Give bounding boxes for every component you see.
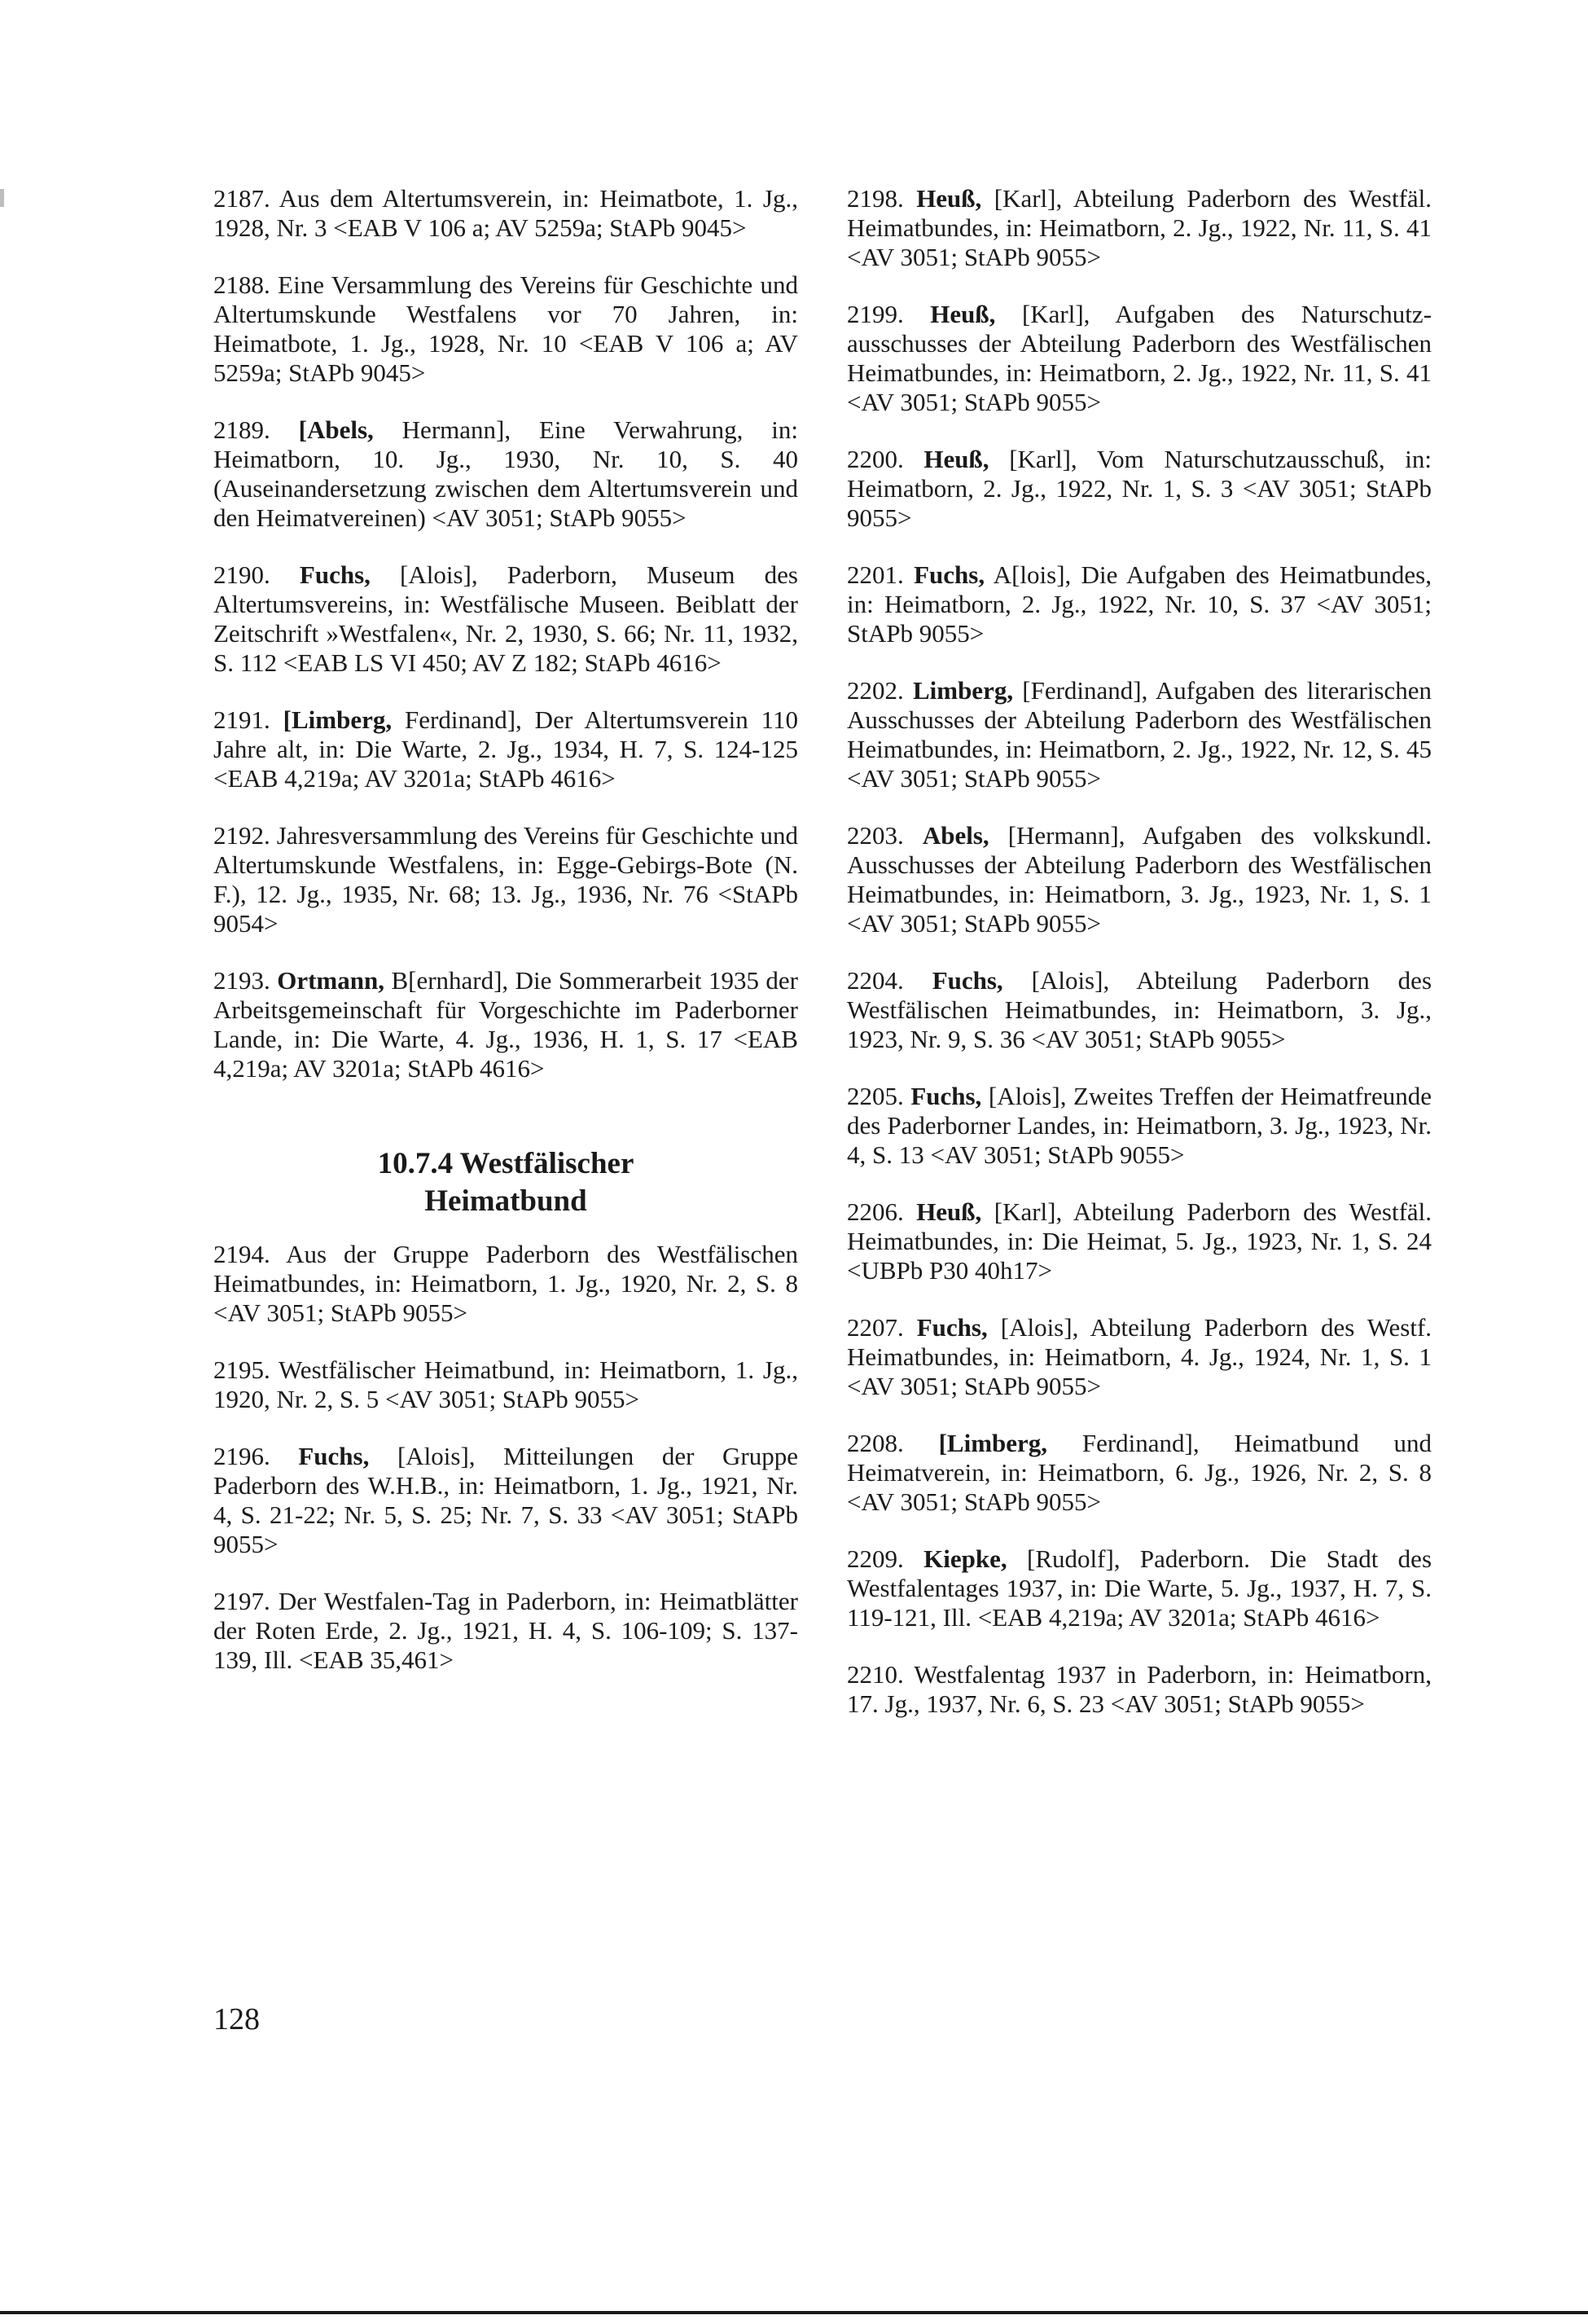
entries-after-heading [213, 1240, 798, 1675]
bibliography-entry [847, 1660, 1432, 1719]
entry-text: [Alois], Mitteilungen der Gruppe Paderborn des W.H.B., in: Heimatborn, 1. Jg., 1921, Nr. 4, S. 21-22; Nr. 5, S. 25; Nr. 7, S. 33 <AV 3051; StAPb 9055> [213, 1442, 798, 1558]
entry-number: 2210. [847, 1660, 904, 1689]
entry-text: [Alois], Abteilung Paderborn des Westfälischen Heimatbundes, in: Heimatborn, 3. Jg., 1923, Nr. 9, S. 36 <AV 3051; StAPb 9055> [847, 966, 1432, 1053]
entry-number: 2197. [213, 1587, 270, 1615]
bibliography-entry [847, 184, 1432, 272]
bibliography-entry [847, 1082, 1432, 1170]
entry-number: 2195. [213, 1355, 270, 1384]
entry-number: 2198. [847, 184, 904, 213]
bibliography-entry [213, 415, 798, 533]
entry-author: Heuß, [916, 184, 982, 213]
bibliography-entry [847, 1429, 1432, 1517]
bibliography-entry [847, 560, 1432, 648]
entry-text: Westfälischer Heimatbund, in: Heimatborn, 1. Jg., 1920, Nr. 2, S. 5 <AV 3051; StAPb 9055> [213, 1355, 798, 1413]
entry-text: Ferdinand], Der Altertumsverein 110 Jahre alt, in: Die Warte, 2. Jg., 1934, H. 7, S. 124-125 <EAB 4,219a; AV 3201a; StAPb 4616> [213, 705, 799, 793]
bibliography-entry [847, 966, 1432, 1054]
entry-text: Jahresversammlung des Vereins für Geschichte und Altertumskunde Westfalens, in: Egge-Gebirgs-Bote (N. F.), 12. Jg., 1935, Nr. 68; 13. Jg., 1936, Nr. 76 <StAPb 9054> [213, 821, 799, 938]
section-heading [213, 1145, 798, 1220]
bibliography-entry [847, 821, 1432, 938]
entry-text: [Karl], Abteilung Paderborn des Westfäl. Heimatbundes, in: Die Heimat, 5. Jg., 1923, Nr. 1, S. 24 <UBPb P30 40h17> [847, 1197, 1432, 1285]
entry-text: [Alois], Abteilung Paderborn des Westf. Heimatbundes, in: Heimatborn, 4. Jg., 1924, Nr. 1, S. 1 <AV 3051; StAPb 9055> [847, 1313, 1432, 1400]
entry-text: Der Westfalen-Tag in Paderborn, in: Heimatblätter der Roten Erde, 2. Jg., 1921, H. 4, S. 106-109; S. 137-139, Ill. <EAB 35,461> [213, 1587, 799, 1674]
entry-number: 2204. [847, 966, 904, 995]
entry-author: Abels, [922, 821, 989, 850]
entry-author: Fuchs, [910, 1082, 982, 1110]
entry-text: A[lois], Die Aufgaben des Heimatbundes, in: Heimatborn, 2. Jg., 1922, Nr. 10, S. 37 <AV 3051; StAPb 9055> [847, 560, 1432, 648]
entry-text: Aus dem Altertumsverein, in: Heimatbote, 1. Jg., 1928, Nr. 3 <EAB V 106 a; AV 5259a; StAPb 9045> [213, 184, 798, 242]
entry-author: Ortmann, [277, 966, 384, 995]
entry-text: [Rudolf], Paderborn. Die Stadt des Westfalentages 1937, in: Die Warte, 5. Jg., 1937, H. 7, S. 119-121, Ill. <EAB 4,219a; AV 3201a; StAPb 4616> [847, 1544, 1432, 1632]
left-column [213, 184, 798, 1702]
entry-author: Fuchs, [298, 1442, 370, 1470]
entry-text: [Alois], Paderborn, Museum des Altertumsvereins, in: Westfälische Museen. Beiblatt der Zeitschrift »Westfalen«, Nr. 2, 1930, S. 66; Nr. 11, 1932, S. 112 <EAB LS VI 450; AV Z 182; StAPb 4616> [213, 560, 798, 677]
bibliography-entry [847, 1197, 1432, 1285]
bibliography-entry [847, 300, 1432, 417]
entry-number: 2194. [213, 1240, 270, 1268]
section-heading-line-1: 10.7.4 Westfälischer [377, 1147, 634, 1180]
entry-number: 2196. [213, 1442, 270, 1470]
entry-number: 2187. [213, 184, 270, 213]
entry-text: [Hermann], Aufgaben des volkskundl. Ausschusses der Abteilung Paderborn des Westfälischen Heimatbundes, in: Heimatborn, 3. Jg., 1923, Nr. 1, S. 1 <AV 3051; StAPb 9055> [847, 821, 1432, 938]
right-entries [847, 184, 1432, 1719]
entry-number: 2190. [213, 560, 270, 589]
entry-number: 2201. [847, 560, 904, 589]
entry-text: Westfalentag 1937 in Paderborn, in: Heimatborn, 17. Jg., 1937, Nr. 6, S. 23 <AV 3051; StAPb 9055> [847, 1660, 1432, 1718]
entry-text: [Ferdinand], Aufgaben des literarischen Ausschusses der Abteilung Paderborn des Westfälischen Heimatbundes, in: Heimatborn, 2. Jg., 1922, Nr. 12, S. 45 <AV 3051; StAPb 9055> [847, 676, 1432, 793]
bibliography-entry [213, 1442, 798, 1559]
entry-text: [Karl], Abteilung Paderborn des Westfäl. Heimatbundes, in: Heimatborn, 2. Jg., 1922, Nr. 11, S. 41 <AV 3051; StAPb 9055> [847, 184, 1432, 271]
bibliography-entry [847, 1313, 1432, 1401]
bibliography-entry [847, 445, 1432, 533]
bibliography-entry [213, 270, 798, 388]
bibliography-entry [213, 184, 798, 243]
entry-number: 2202. [847, 676, 904, 705]
entry-number: 2200. [847, 445, 904, 473]
entry-author: Heuß, [923, 445, 989, 473]
entry-author: Heuß, [916, 1197, 982, 1226]
entry-number: 2189. [213, 415, 270, 444]
entry-text: [Karl], Vom Naturschutzausschuß, in: Heimatborn, 2. Jg., 1922, Nr. 1, S. 3 <AV 3051; StAPb 9055> [847, 445, 1432, 532]
entry-author: [Limberg, [938, 1429, 1048, 1457]
entry-author: Fuchs, [299, 560, 371, 589]
scan-edge-mark [0, 189, 4, 207]
entry-author: [Abels, [298, 415, 374, 444]
entry-text: B[ernhard], Die Sommerarbeit 1935 der Arbeitsgemeinschaft für Vorgeschichte im Paderborner Lande, in: Die Warte, 4. Jg., 1936, H. 1, S. 17 <EAB 4,219a; AV 3201a; StAPb 4616> [213, 966, 798, 1083]
entry-text: Eine Versammlung des Vereins für Geschichte und Altertumskunde Westfalens vor 70 Jahren, in: Heimatbote, 1. Jg., 1928, Nr. 10 <EAB V 106 a; AV 5259a; StAPb 9045> [213, 270, 798, 387]
entry-author: Heuß, [930, 300, 996, 328]
entry-number: 2188. [213, 270, 270, 299]
bottom-rule [0, 2311, 1588, 2314]
entry-number: 2192. [213, 821, 270, 850]
entry-number: 2193. [213, 966, 270, 995]
bibliography-entry [847, 676, 1432, 793]
entry-text: [Karl], Aufgaben des Naturschutzausschusses der Abteilung Paderborn des Westfälischen Heimatbundes, in: Heimatborn, 2. Jg., 1922, Nr. 11, S. 41 <AV 3051; StAPb 9055> [847, 300, 1432, 416]
entry-text: Aus der Gruppe Paderborn des Westfälischen Heimatbundes, in: Heimatborn, 1. Jg., 1920, Nr. 2, S. 8 <AV 3051; StAPb 9055> [213, 1240, 798, 1327]
entry-author: Fuchs, [914, 560, 985, 589]
right-column [847, 184, 1432, 1746]
entry-number: 2209. [847, 1544, 904, 1573]
bibliography-entry [847, 1544, 1432, 1632]
entry-author: Limberg, [912, 676, 1014, 705]
bibliography-entry [213, 1587, 798, 1675]
entry-author: Fuchs, [932, 966, 1003, 995]
entries-before-heading [213, 184, 798, 1083]
entry-author: Kiepke, [923, 1544, 1007, 1573]
entry-number: 2203. [847, 821, 904, 850]
entry-author: Fuchs, [916, 1313, 988, 1342]
section-heading-line-2: Heimatbund [424, 1184, 587, 1218]
bibliography-entry [213, 1240, 798, 1328]
bibliography-entry [213, 966, 798, 1083]
entry-text: Ferdinand], Heimatbund und Heimatverein, in: Heimatborn, 6. Jg., 1926, Nr. 2, S. 8 <AV 3051; StAPb 9055> [847, 1429, 1432, 1516]
entry-number: 2208. [847, 1429, 904, 1457]
entry-number: 2191. [213, 705, 270, 734]
bibliography-entry [213, 560, 798, 678]
entry-number: 2205. [847, 1082, 904, 1110]
entry-number: 2199. [847, 300, 904, 328]
entry-text: Hermann], Eine Verwahrung, in: Heimatborn, 10. Jg., 1930, Nr. 10, S. 40 (Auseinandersetzung zwischen dem Altertumsverein und den Heimatvereinen) <AV 3051; StAPb 9055> [213, 415, 798, 532]
entry-number: 2206. [847, 1197, 904, 1226]
bibliography-entry [213, 821, 798, 938]
bibliography-entry [213, 705, 798, 793]
bibliography-entry [213, 1355, 798, 1414]
page-number: 128 [213, 2002, 260, 2036]
entry-text: [Alois], Zweites Treffen der Heimatfreunde des Paderborner Landes, in: Heimatborn, 3. Jg., 1923, Nr. 4, S. 13 <AV 3051; StAPb 9055> [847, 1082, 1432, 1169]
entry-number: 2207. [847, 1313, 904, 1342]
entry-author: [Limberg, [283, 705, 393, 734]
